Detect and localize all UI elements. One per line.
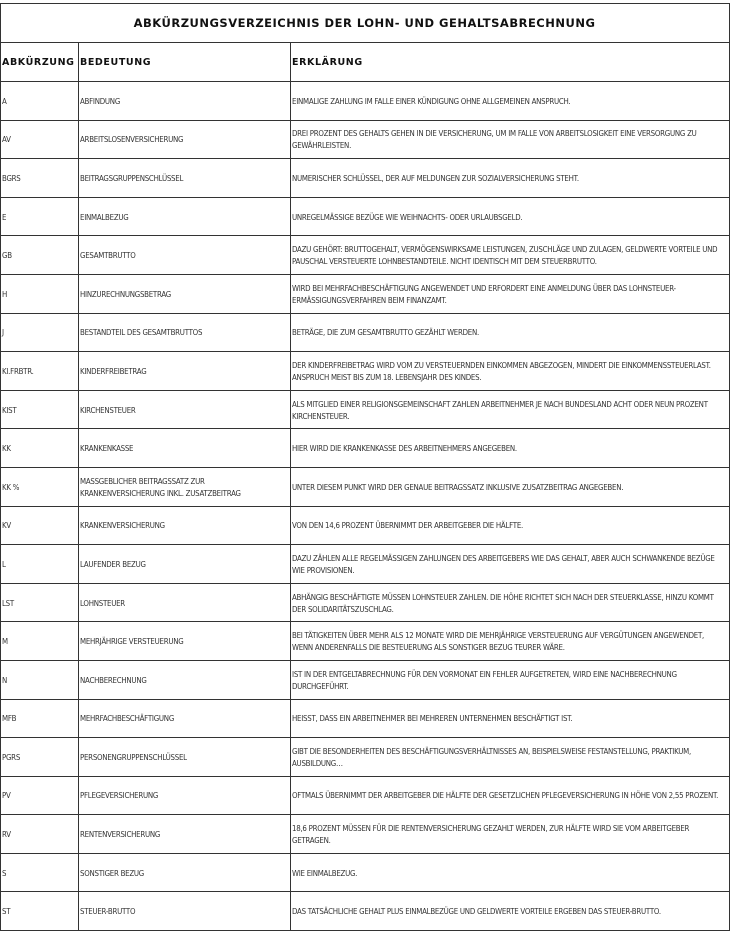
explanation-cell-text: DER KINDERFREIBETRAG WIRD VOM ZU VERSTEUERNDEN EINKOMMEN ABGEZOGEN, MINDERT DIE EINKOMMENSSTEUERLAST. ANSPRUCH MEIST BIS ZUM 18. LEBENSJAHR DES KINDES. [292,359,711,382]
explanation-cell-text: ABHÄNGIG BESCHÄFTIGTE MÜSSEN LOHNSTEUER ZAHLEN. DIE HÖHE RICHTET SICH NACH DER STEUERKLASSE, HINZU KOMMT DER SOLIDARITÄTSZUSCHLAG. [292,591,714,614]
abbreviation-cell [1,738,79,777]
meaning-cell [79,853,291,892]
table-row [1,776,730,815]
meaning-cell [79,352,291,391]
table-row [1,622,730,661]
explanation-cell [291,352,730,391]
table-row [1,274,730,313]
explanation-cell-text: WIRD BEI MEHRFACHBESCHÄFTIGUNG ANGEWENDET UND ERFORDERT EINE ANMELDUNG ÜBER DAS LOHNSTEUER-ERMÄSSIGUNGSVERFAHREN BEIM FINANZAMT. [292,282,676,305]
meaning-cell-text: MEHRJÄHRIGE VERSTEUERUNG [80,636,184,647]
table-row [1,352,730,391]
meaning-cell-text: PFLEGEVERSICHERUNG [80,790,159,801]
abbreviation-cell-text: M [2,636,8,647]
meaning-cell-text: KRANKENVERSICHERUNG [80,520,165,531]
explanation-cell-text: BETRÄGE, DIE ZUM GESAMTBRUTTO GEZÄHLT WERDEN. [292,327,479,338]
table-row [1,738,730,777]
explanation-cell-text: UNREGELMÄSSIGE BEZÜGE WIE WEIHNACHTS- ODER URLAUBSGELD. [292,211,523,222]
abbreviation-cell-text: BGRS [2,172,21,183]
table-row [1,82,730,121]
meaning-cell [79,738,291,777]
abbreviation-cell [1,159,79,198]
table-row [1,467,730,506]
explanation-cell [291,120,730,159]
header-row [1,43,730,82]
explanation-cell [291,583,730,622]
explanation-cell-text: BEI TÄTIGKEITEN ÜBER MEHR ALS 12 MONATE WIRD DIE MEHRJÄHRIGE VERSTEUERUNG AUF VERGÜTUNGEN ANGEWENDET, WENN ANDERENFALLS DIE BESTEUERUNG ALS SONSTIGER BEZUG TEURER WÄRE. [292,630,704,653]
explanation-cell [291,776,730,815]
explanation-cell [291,313,730,352]
meaning-cell-text: ARBEITSLOSENVERSICHERUNG [80,134,184,145]
abbreviation-cell [1,815,79,854]
abbreviation-cell [1,197,79,236]
explanation-cell [291,815,730,854]
explanation-cell [291,467,730,506]
abbreviation-cell-text: RV [2,829,11,840]
abbreviation-cell-text: MFB [2,713,17,724]
abbreviation-cell [1,120,79,159]
table-row [1,545,730,584]
abbreviation-cell [1,82,79,121]
meaning-cell [79,274,291,313]
abbreviation-cell-text: PGRS [2,751,21,762]
explanation-cell-text: DAZU ZÄHLEN ALLE REGELMÄSSIGEN ZAHLUNGEN DES ARBEITGEBERS WIE DAS GEHALT, ABER AUCH SCHWANKENDE BEZÜGE WIE PROVISIONEN. [292,552,715,575]
meaning-cell-text: KRANKENKASSE [80,443,134,454]
column-header-meaning: BEDEUTUNG [79,43,291,82]
explanation-cell [291,545,730,584]
meaning-cell-text: BESTANDTEIL DES GESAMTBRUTTOS [80,327,203,338]
abbreviation-cell-text: LST [2,597,14,608]
meaning-cell [79,82,291,121]
meaning-cell [79,467,291,506]
abbreviation-cell [1,506,79,545]
abbreviation-cell [1,853,79,892]
abbreviation-cell [1,236,79,275]
table-row [1,506,730,545]
abbreviation-cell [1,390,79,429]
explanation-cell [291,622,730,661]
abbreviation-cell-text: GB [2,250,12,261]
abbreviation-cell [1,892,79,931]
explanation-cell-text: EINMALIGE ZAHLUNG IM FALLE EINER KÜNDIGUNG OHNE ALLGEMEINEN ANSPRUCH. [292,95,571,106]
abbreviation-cell-text: N [2,674,8,685]
explanation-cell-text: ALS MITGLIED EINER RELIGIONSGEMEINSCHAFT ZAHLEN ARBEITNEHMER JE NACH BUNDESLAND ACHT ODER NEUN PROZENT KIRCHENSTEUER. [292,398,708,421]
explanation-cell [291,892,730,931]
meaning-cell-text: PERSONENGRUPPENSCHLÜSSEL [80,751,187,762]
explanation-cell [291,390,730,429]
abbreviation-cell [1,622,79,661]
meaning-cell [79,699,291,738]
table-row [1,236,730,275]
meaning-cell [79,815,291,854]
abbreviation-cell-text: KK [2,443,11,454]
abbreviation-cell-text: AV [2,134,11,145]
meaning-cell-text: EINMALBEZUG [80,211,129,222]
abbreviation-cell-text: KI.FRBTR. [2,365,34,376]
explanation-cell [291,159,730,198]
abbreviation-cell-text: PV [2,790,11,801]
meaning-cell-text: MASSGEBLICHER BEITRAGSSATZ ZUR KRANKENVERSICHERUNG INKL. ZUSATZBEITRAG [80,475,241,498]
explanation-cell [291,236,730,275]
table-row [1,429,730,468]
meaning-cell-text: MEHRFACHBESCHÄFTIGUNG [80,713,175,724]
explanation-cell-text: IST IN DER ENTGELTABRECHNUNG FÜR DEN VORMONAT EIN FEHLER AUFGETRETEN, WIRD EINE NACHBERECHNUNG DURCHGEFÜHRT. [292,668,677,691]
abbreviation-cell [1,313,79,352]
explanation-cell-text: DAS TATSÄCHLICHE GEHALT PLUS EINMALBEZÜGE UND GELDWERTE VORTEILE ERGEBEN DAS STEUER-BRUTTO. [292,906,661,917]
abbreviation-cell-text: S [2,867,7,878]
explanation-cell [291,660,730,699]
explanation-cell [291,429,730,468]
abbreviation-cell-text: H [2,288,8,299]
meaning-cell-text: KIRCHENSTEUER [80,404,136,415]
explanation-cell-text: NUMERISCHER SCHLÜSSEL, DER AUF MELDUNGEN ZUR SOZIALVERSICHERUNG STEHT. [292,172,579,183]
meaning-cell-text: RENTENVERSICHERUNG [80,829,161,840]
table-row [1,583,730,622]
column-header-explanation: ERKLÄRUNG [291,43,730,82]
explanation-cell [291,82,730,121]
table-row [1,853,730,892]
abbreviation-cell-text: ST [2,906,11,917]
meaning-cell-text: STEUER-BRUTTO [80,906,136,917]
abbreviation-cell [1,467,79,506]
abbreviation-cell [1,545,79,584]
table-row [1,390,730,429]
explanation-cell-text: HIER WIRD DIE KRANKENKASSE DES ARBEITNEHMERS ANGEGEBEN. [292,443,517,454]
table-row [1,699,730,738]
abbreviation-cell [1,776,79,815]
explanation-cell [291,699,730,738]
explanation-cell [291,506,730,545]
table-title: ABKÜRZUNGSVERZEICHNIS DER LOHN- UND GEHALTSABRECHNUNG [1,4,730,43]
meaning-cell [79,390,291,429]
meaning-cell [79,506,291,545]
abbreviation-cell [1,352,79,391]
meaning-cell-text: HINZURECHNUNGSBETRAG [80,288,171,299]
table-row [1,313,730,352]
abbreviation-cell-text: KIST [2,404,17,415]
table-row [1,120,730,159]
table-row [1,197,730,236]
meaning-cell-text: ABFINDUNG [80,95,121,106]
table-row [1,892,730,931]
meaning-cell [79,622,291,661]
explanation-cell [291,197,730,236]
meaning-cell-text: LAUFENDER BEZUG [80,558,146,569]
abbreviation-cell [1,274,79,313]
explanation-cell [291,274,730,313]
table-row [1,815,730,854]
abbreviation-cell [1,699,79,738]
meaning-cell-text: BEITRAGSGRUPPENSCHLÜSSEL [80,172,184,183]
table-row [1,660,730,699]
meaning-cell-text: SONSTIGER BEZUG [80,867,145,878]
meaning-cell [79,120,291,159]
abbreviation-cell-text: A [2,95,7,106]
meaning-cell [79,892,291,931]
abbreviation-cell-text: E [2,211,7,222]
meaning-cell [79,776,291,815]
abbreviation-cell-text: L [2,558,6,569]
column-header-abbreviation: ABKÜRZUNG [1,43,79,82]
abbreviation-cell [1,660,79,699]
meaning-cell [79,429,291,468]
meaning-cell [79,313,291,352]
table-row [1,159,730,198]
explanation-cell-text: HEISST, DASS EIN ARBEITNEHMER BEI MEHREREN UNTERNEHMEN BESCHÄFTIGT IST. [292,713,573,724]
meaning-cell [79,545,291,584]
abbreviation-cell-text: KK % [2,481,20,492]
abbreviation-cell [1,429,79,468]
explanation-cell-text: DREI PROZENT DES GEHALTS GEHEN IN DIE VERSICHERUNG, UM IM FALLE VON ARBEITSLOSIGKEIT EINE VERSORGUNG ZU GEWÄHRLEISTEN. [292,128,697,151]
meaning-cell-text: NACHBERECHNUNG [80,674,147,685]
explanation-cell-text: WIE EINMALBEZUG. [292,867,358,878]
explanation-cell [291,738,730,777]
explanation-cell [291,853,730,892]
abbreviation-cell [1,583,79,622]
explanation-cell-text: GIBT DIE BESONDERHEITEN DES BESCHÄFTIGUNGSVERHÄLTNISSES AN, BEISPIELSWEISE FESTANSTELLUNG, PRAKTIKUM, AUSBILDUNG… [292,745,691,768]
explanation-cell-text: OFTMALS ÜBERNIMMT DER ARBEITGEBER DIE HÄLFTE DER GESETZLICHEN PFLEGEVERSICHERUNG IN HÖHE VON 2,55 PROZENT. [292,790,719,801]
meaning-cell [79,583,291,622]
explanation-cell-text: 18,6 PROZENT MÜSSEN FÜR DIE RENTENVERSICHERUNG GEZAHLT WERDEN, ZUR HÄLFTE WIRD SIE VOM ARBEITGEBER GETRAGEN. [292,823,690,846]
meaning-cell-text: GESAMTBRUTTO [80,250,136,261]
meaning-cell-text: LOHNSTEUER [80,597,125,608]
abbreviation-cell-text: J [2,327,4,338]
meaning-cell [79,159,291,198]
meaning-cell [79,660,291,699]
meaning-cell [79,236,291,275]
abbreviation-cell-text: KV [2,520,11,531]
meaning-cell-text: KINDERFREIBETRAG [80,365,147,376]
explanation-cell-text: VON DEN 14,6 PROZENT ÜBERNIMMT DER ARBEITGEBER DIE HÄLFTE. [292,520,524,531]
abbreviation-table [0,3,730,931]
meaning-cell [79,197,291,236]
table-body [1,82,730,931]
explanation-cell-text: UNTER DIESEM PUNKT WIRD DER GENAUE BEITRAGSSATZ INKLUSIVE ZUSATZBEITRAG ANGEGEBEN. [292,481,624,492]
explanation-cell-text: DAZU GEHÖRT: BRUTTOGEHALT, VERMÖGENSWIRKSAME LEISTUNGEN, ZUSCHLÄGE UND ZULAGEN, GELDWERTE VORTEILE UND PAUSCHAL VERSTEUERTE LOHNBESTANDTEILE. NICHT IDENTISCH MIT DEM STEUERBRUTTO. [292,244,718,267]
